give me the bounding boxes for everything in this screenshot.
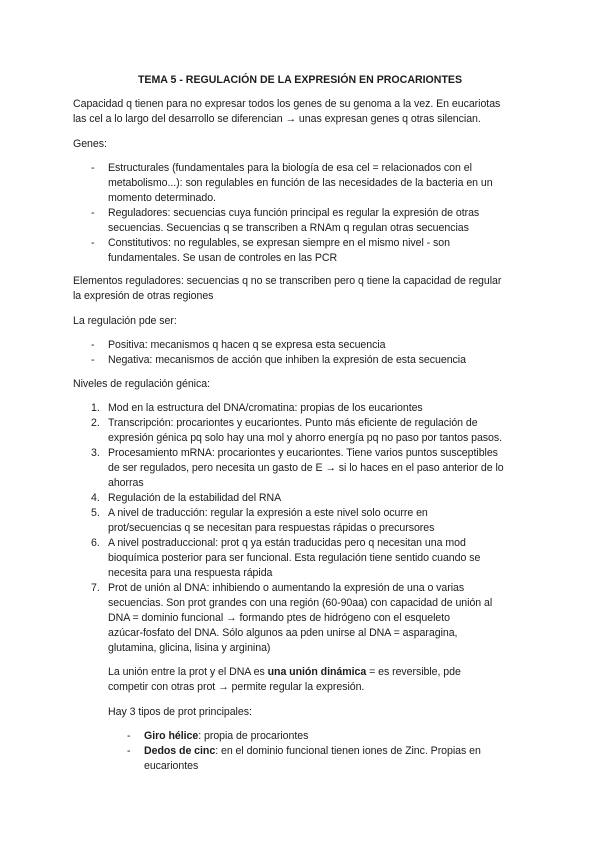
- list-number: 2.: [91, 417, 100, 429]
- elementos-line: la expresión de otras regiones: [73, 290, 214, 302]
- niveles-item-line: ahorras: [108, 477, 144, 489]
- niveles-item-line: prot/secuencias q se necesitan para respuestas rápidas o precursores: [108, 522, 435, 534]
- list-number: 5.: [91, 507, 100, 519]
- bullet-dash: -: [91, 237, 95, 249]
- bullet-dash: -: [91, 162, 95, 174]
- tipos-item-bold: Giro hélice: [144, 730, 199, 742]
- tipos-item: [144, 729, 308, 744]
- bullet-dash: -: [127, 745, 131, 757]
- tipos-item: [144, 744, 481, 759]
- tipos-item-line: eucariontes: [144, 760, 199, 772]
- genes-item-line: Constitutivos: no regulables, se expresan siempre en el mismo nivel - son: [108, 237, 450, 249]
- regulacion-heading: La regulación pde ser:: [73, 315, 177, 327]
- bullet-dash: -: [127, 730, 131, 742]
- niveles-item-line: A nivel postraduccional: prot q ya están traducidas pero q necesitan una mod: [108, 537, 466, 549]
- page-title: TEMA 5 - REGULACIÓN DE LA EXPRESIÓN EN PROCARIONTES: [137, 74, 463, 86]
- regulacion-item: Negativa: mecanismos de acción que inhiben la expresión de esta secuencia: [108, 354, 466, 366]
- list-number: 6.: [91, 537, 100, 549]
- union-post: = es reversible, pde: [366, 666, 461, 678]
- genes-heading: Genes:: [73, 138, 107, 150]
- intro-line: las cel a lo largo del desarrollo se diferencian → unas expresan genes q otras silencian.: [73, 113, 481, 125]
- list-number: 1.: [91, 402, 100, 414]
- elementos-line: Elementos reguladores: secuencias q no se transcriben pero q tiene la capacidad de regular: [73, 275, 502, 287]
- genes-item-line: Estructurales (fundamentales para la biología de esa cel = relacionados con el: [108, 162, 472, 174]
- niveles-item-line: bioquímica posterior para ser funcional. Esta regulación tiene sentido cuando se: [108, 552, 481, 564]
- tipos-item-bold: Dedos de cinc: [144, 745, 216, 757]
- list-number: 3.: [91, 447, 100, 459]
- niveles-item-line: Mod en la estructura del DNA/cromatina: propias de los eucariontes: [108, 402, 423, 414]
- niveles-item-line: glutamina, glicina, lisina y arginina): [108, 642, 271, 654]
- bullet-dash: -: [91, 354, 95, 366]
- niveles-item-line: necesita para una respuesta rápida: [108, 567, 273, 579]
- niveles-item-line: DNA = dominio funcional → formando ptes de hidrógeno con el esqueleto: [108, 612, 450, 624]
- genes-item-line: momento determinado.: [108, 192, 216, 204]
- niveles-item-line: Procesamiento mRNA: procariontes y eucariontes. Tiene varios puntos susceptibles: [108, 447, 498, 459]
- genes-item-line: Reguladores: secuencias cuya función principal es regular la expresión de otras: [108, 207, 480, 219]
- union-bold: una unión dinámica: [267, 666, 367, 678]
- niveles-item-line: A nivel de traducción: regular la expresión a este nivel solo ocurre en: [108, 507, 428, 519]
- list-number: 7.: [91, 582, 100, 594]
- intro-line: Capacidad q tienen para no expresar todos los genes de su genoma a la vez. En eucariotas: [73, 98, 501, 110]
- niveles-item-line: Transcripción: procariontes y eucariontes. Punto más eficiente de regulación de: [108, 417, 478, 429]
- list-number: 4.: [91, 492, 100, 504]
- niveles-item-line: azúcar-fosfato del DNA. Sólo algunos aa pden unirse al DNA = asparagina,: [108, 627, 458, 639]
- niveles-item-line: Prot de unión al DNA: inhibiendo o aumentando la expresión de una o varias: [108, 582, 465, 594]
- genes-item-line: secuencias. Secuencias q se transcriben a RNAm q regulan otras secuencias: [108, 222, 469, 234]
- niveles-item-line: expresión génica pq solo hay una mol y ahorro energía pq no paso por tantos pasos.: [108, 432, 503, 444]
- tipos-item-rest: : propia de procariontes: [198, 730, 309, 742]
- tipos-item-rest: : en el dominio funcional tienen iones de Zinc. Propias en: [215, 745, 481, 757]
- union-line: competir con otras prot → permite regular la expresión.: [108, 681, 365, 693]
- genes-item-line: metabolismo...): son regulables en función de las necesidades de la bacteria en un: [108, 177, 493, 189]
- union-line: [108, 665, 461, 680]
- bullet-dash: -: [91, 207, 95, 219]
- genes-item-line: fundamentales. Se usan de controles en las PCR: [108, 252, 338, 264]
- niveles-item-line: de ser regulados, pero necesita un gasto de E → si lo haces en el paso anterior de lo: [108, 462, 504, 474]
- tipos-heading: Hay 3 tipos de prot principales:: [108, 706, 252, 718]
- niveles-item-line: Regulación de la estabilidad del RNA: [108, 492, 282, 504]
- bullet-dash: -: [91, 339, 95, 351]
- niveles-heading: Niveles de regulación génica:: [73, 378, 210, 390]
- regulacion-item: Positiva: mecanismos q hacen q se expresa esta secuencia: [108, 339, 386, 351]
- union-pre: La unión entre la prot y el DNA es: [108, 666, 268, 678]
- niveles-item-line: secuencias. Son prot grandes con una región (60-90aa) con capacidad de unión al: [108, 597, 493, 609]
